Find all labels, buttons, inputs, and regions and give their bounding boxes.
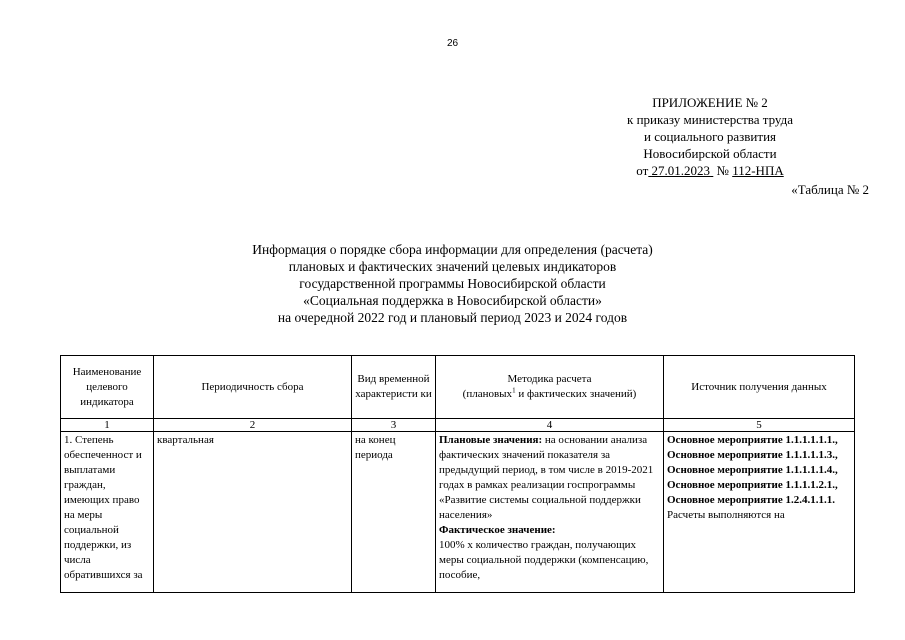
number-label: № [716, 163, 729, 178]
method-cell [436, 432, 664, 593]
source-item: Основное мероприятие 1.2.4.1.1.1. [667, 494, 836, 506]
column-number: 4 [436, 419, 664, 432]
indicator-cell: 1. Степень обеспеченност и выплатами граждан, имеющих право на меры социальной поддержки, из числа обратившихся за [61, 432, 154, 593]
appendix-block [560, 94, 860, 179]
header-method [436, 356, 664, 419]
header-source: Источник получения данных [664, 356, 855, 419]
source-cell [664, 432, 855, 593]
header-indicator: Наименование целевого индикатора [61, 356, 154, 419]
page-number: 26 [446, 38, 459, 49]
header-periodicity: Периодичность сбора [154, 356, 352, 419]
header-time-type: Вид временной характеристи ки [352, 356, 436, 419]
column-number: 3 [352, 419, 436, 432]
indicators-table [60, 355, 855, 593]
appendix-order-line [560, 162, 860, 179]
title-line: Информация о порядке сбора информации для определения (расчета) [252, 242, 653, 257]
periodicity-cell: квартальная [154, 432, 352, 593]
appendix-line-3: Новосибирской области [643, 146, 777, 161]
header-method-title: Методика расчета [507, 373, 592, 385]
plan-label: Плановые значения: [439, 434, 543, 446]
title-line: «Социальная поддержка в Новосибирской области» [303, 293, 602, 308]
title-line: государственной программы Новосибирской области [299, 276, 606, 291]
appendix-line-1: к приказу министерства труда [627, 112, 793, 127]
time-type-cell: на конец периода [352, 432, 436, 593]
order-date: 27.01.2023 [651, 163, 711, 178]
column-number-row [61, 419, 855, 432]
header-method-sub: (плановых [462, 388, 513, 400]
table-label: «Таблица № 2 [791, 182, 869, 197]
source-text: Расчеты выполняются на [667, 509, 785, 521]
table-row [61, 432, 855, 593]
appendix-title: ПРИЛОЖЕНИЕ № 2 [652, 95, 768, 110]
source-item: Основное мероприятие 1.1.1.1.1.1., [667, 434, 838, 446]
column-number: 5 [664, 419, 855, 432]
fact-label: Фактическое значение: [439, 524, 556, 536]
table-header-row [61, 356, 855, 419]
source-item: Основное мероприятие 1.1.1.1.1.4., [667, 464, 838, 476]
title-line: на очередной 2022 год и плановый период 2023 и 2024 годов [277, 310, 628, 325]
order-number: 112-НПА [732, 163, 784, 178]
from-label: от [636, 163, 649, 178]
footnote-mark: 1 [512, 386, 516, 395]
fact-text: 100% x количество граждан, получающих меры социальной поддержки (компенсацию, пособие, [439, 539, 649, 581]
appendix-line-2: и социального развития [643, 129, 777, 144]
document-title [0, 241, 905, 326]
column-number: 2 [154, 419, 352, 432]
source-item: Основное мероприятие 1.1.1.1.1.3., [667, 449, 838, 461]
column-number: 1 [61, 419, 154, 432]
plan-text: на основании анализа фактических значений показателя за предыдущий период, в том числе в 2019-2021 годах в рамках реализации госпрограммы «Развитие системы социальной поддержки населения» [439, 434, 654, 521]
header-method-sub-end: и фактических значений) [515, 388, 637, 400]
source-item: Основное мероприятие 1.1.1.1.2.1., [667, 479, 838, 491]
title-line: плановых и фактических значений целевых индикаторов [288, 259, 617, 274]
